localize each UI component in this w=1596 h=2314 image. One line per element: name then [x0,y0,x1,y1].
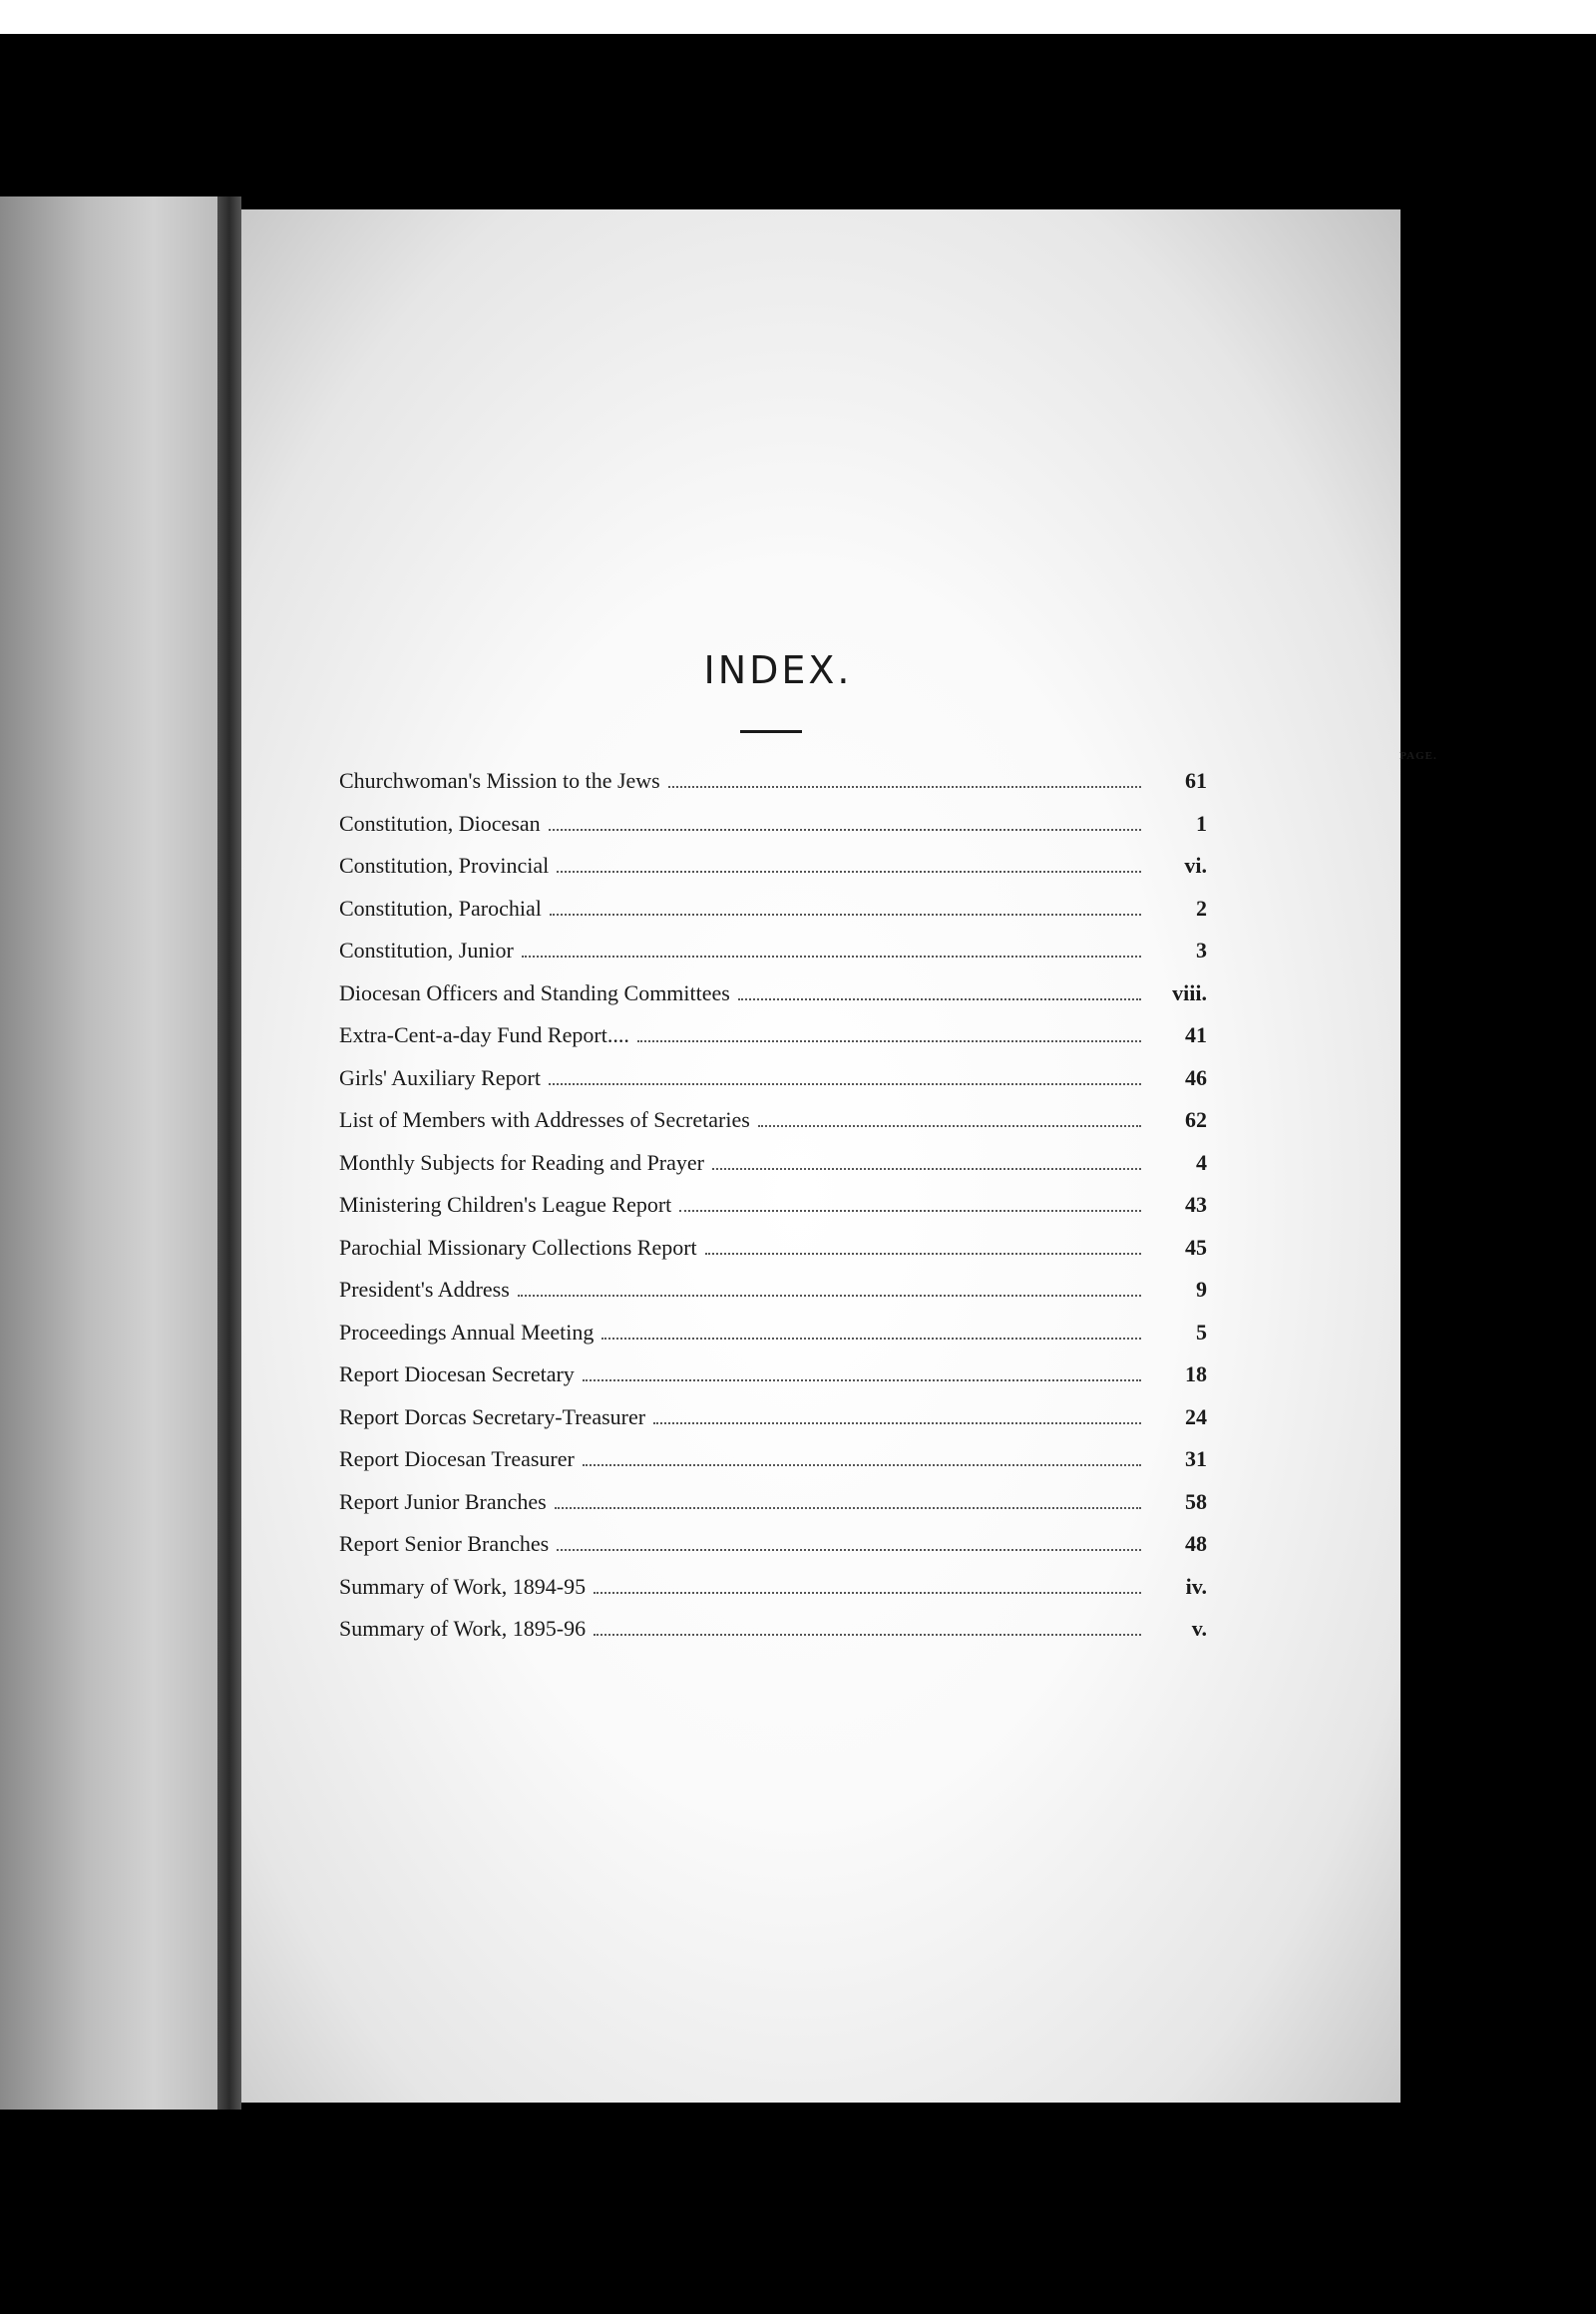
index-entry [339,853,1207,896]
index-entry [339,1107,1207,1150]
entry-page: 9 [1196,1277,1207,1302]
index-entry [339,1361,1207,1404]
entry-page: 61 [1185,768,1207,793]
dot-leader [549,1082,1141,1085]
dot-leader [594,1591,1141,1594]
entry-label: Girls' Auxiliary Report [339,1064,541,1090]
index-entry [339,1446,1207,1489]
entry-label: Summary of Work, 1894-95 [339,1573,587,1599]
entry-label: Report Diocesan Treasurer [339,1446,575,1471]
dot-leader [712,1167,1141,1170]
entry-label: Extra-Cent-a-day Fund Report.... [339,1022,629,1047]
entry-label: Monthly Subjects for Reading and Prayer [339,1149,704,1175]
index-entry [339,1022,1207,1065]
top-margin-strip [0,0,1596,34]
entry-page: 48 [1185,1531,1207,1556]
dot-leader [518,1294,1141,1297]
index-entry [339,980,1207,1023]
left-page-edge [0,196,219,2110]
page-title: INDEX. [703,648,853,692]
index-entry [339,1192,1207,1235]
entry-page: 4 [1196,1149,1207,1175]
dot-leader [679,1209,1141,1212]
entry-label: Churchwoman's Mission to the Jews [339,768,660,793]
dot-leader [557,870,1141,873]
index-entry [339,768,1207,811]
entry-label: List of Members with Addresses of Secretaries [339,1107,750,1132]
entry-label: Summary of Work, 1895-96 [339,1616,587,1641]
entry-page: iv. [1185,1573,1207,1599]
entry-page: 24 [1185,1403,1207,1429]
dot-leader [583,1463,1141,1466]
index-entry [339,1489,1207,1532]
index-entry [339,896,1207,939]
index-entry [339,1065,1207,1108]
entry-page: v. [1191,1616,1207,1641]
dot-leader [758,1124,1141,1127]
entry-label: Constitution, Provincial [339,853,550,878]
dot-leader [583,1378,1141,1381]
entry-page: 58 [1185,1488,1207,1514]
title-rule [740,730,802,733]
dot-leader [594,1633,1141,1636]
index-entry [339,1235,1207,1278]
entry-page: 31 [1185,1446,1207,1471]
entry-page: 43 [1185,1192,1207,1217]
dot-leader [668,785,1141,788]
dot-leader [705,1252,1141,1255]
entry-page: 46 [1185,1064,1207,1090]
index-entry [339,1150,1207,1193]
dot-leader [601,1337,1141,1340]
index-entry [339,938,1207,980]
entry-page: 5 [1196,1319,1207,1345]
dot-leader [637,1039,1141,1042]
entry-page: 62 [1185,1107,1207,1132]
entry-page: viii. [1172,979,1207,1005]
index-entries [339,768,1207,1659]
dot-leader [738,997,1141,1000]
entry-label: Constitution, Diocesan [339,810,541,836]
index-entry [339,1404,1207,1447]
entry-page: 2 [1196,895,1207,921]
index-entry [339,1574,1207,1617]
index-entry [339,1320,1207,1362]
index-entry [339,811,1207,854]
entry-label: Diocesan Officers and Standing Committees [339,979,730,1005]
entry-page: vi. [1184,853,1207,878]
index-entry [339,1277,1207,1320]
page-column-label: PAGE. [1399,750,1437,762]
entry-page: 1 [1196,810,1207,836]
index-entry [339,1616,1207,1659]
entry-label: President's Address [339,1277,510,1302]
entry-label: Constitution, Parochial [339,895,542,921]
entry-page: 18 [1185,1361,1207,1386]
dot-leader [550,913,1141,916]
dot-leader [549,828,1141,831]
dot-leader [557,1548,1141,1551]
dot-leader [653,1421,1141,1424]
entry-page: 3 [1196,938,1207,963]
dot-leader [555,1506,1141,1509]
entry-label: Ministering Children's League Report [339,1192,672,1217]
entry-label: Constitution, Junior [339,938,514,963]
book-spine [217,196,241,2110]
entry-label: Report Dorcas Secretary-Treasurer [339,1403,646,1429]
entry-label: Report Junior Branches [339,1488,547,1514]
entry-page: 41 [1185,1022,1207,1047]
entry-label: Parochial Missionary Collections Report [339,1234,697,1260]
entry-label: Report Diocesan Secretary [339,1361,575,1386]
entry-label: Proceedings Annual Meeting [339,1319,595,1345]
dot-leader [522,955,1141,958]
entry-page: 45 [1185,1234,1207,1260]
index-entry [339,1531,1207,1574]
entry-label: Report Senior Branches [339,1531,550,1556]
